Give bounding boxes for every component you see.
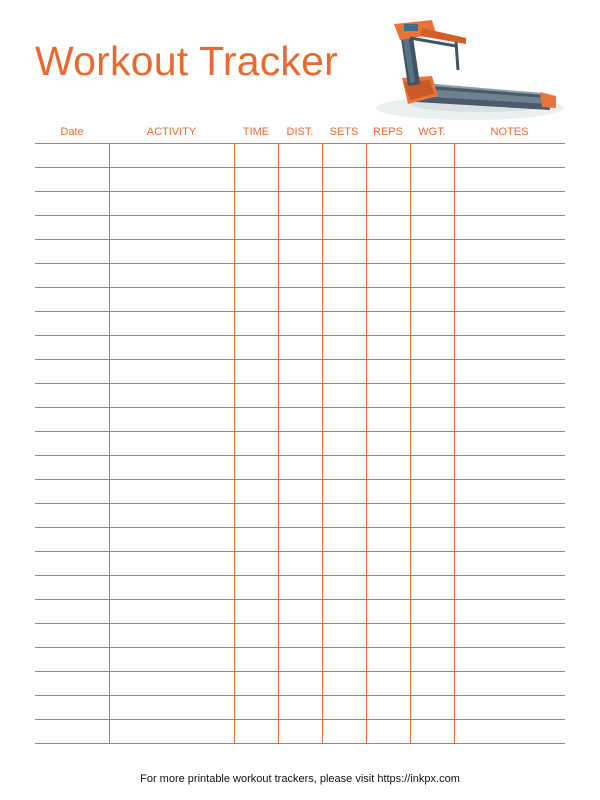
table-cell[interactable]	[366, 624, 410, 648]
table-cell[interactable]	[410, 240, 454, 264]
table-cell[interactable]	[454, 432, 565, 456]
table-cell[interactable]	[322, 624, 366, 648]
table-cell[interactable]	[410, 552, 454, 576]
table-row	[35, 528, 565, 552]
table-cell[interactable]	[410, 600, 454, 624]
table-cell[interactable]	[366, 408, 410, 432]
table-cell[interactable]	[454, 528, 565, 552]
table-cell[interactable]	[322, 240, 366, 264]
table-row	[35, 360, 565, 384]
table-cell[interactable]	[109, 336, 234, 360]
table-cell[interactable]	[410, 432, 454, 456]
table-cell[interactable]	[35, 552, 109, 576]
table-cell[interactable]	[366, 288, 410, 312]
table-row	[35, 552, 565, 576]
table-row	[35, 144, 565, 168]
table-cell[interactable]	[278, 144, 322, 168]
table-cell[interactable]	[35, 624, 109, 648]
table-cell[interactable]	[410, 408, 454, 432]
table-cell[interactable]	[410, 264, 454, 288]
table-cell[interactable]	[322, 600, 366, 624]
table-cell[interactable]	[109, 144, 234, 168]
table-cell[interactable]	[35, 168, 109, 192]
table-cell[interactable]	[410, 528, 454, 552]
table-cell[interactable]	[366, 216, 410, 240]
table-cell[interactable]	[322, 360, 366, 384]
table-cell[interactable]	[234, 648, 278, 672]
table-cell[interactable]	[454, 312, 565, 336]
table-cell[interactable]	[234, 192, 278, 216]
table-cell[interactable]	[366, 360, 410, 384]
table-cell[interactable]	[410, 696, 454, 720]
table-cell[interactable]	[366, 456, 410, 480]
table-cell[interactable]	[109, 624, 234, 648]
table-cell[interactable]	[35, 312, 109, 336]
table-cell[interactable]	[278, 672, 322, 696]
table-cell[interactable]	[278, 192, 322, 216]
table-cell[interactable]	[278, 480, 322, 504]
table-row	[35, 480, 565, 504]
table-cell[interactable]	[234, 384, 278, 408]
table-cell[interactable]	[366, 600, 410, 624]
table-cell[interactable]	[366, 312, 410, 336]
table-cell[interactable]	[234, 216, 278, 240]
table-cell[interactable]	[410, 576, 454, 600]
table-cell[interactable]	[454, 168, 565, 192]
table-row	[35, 240, 565, 264]
table-cell[interactable]	[454, 720, 565, 744]
table-cell[interactable]	[35, 432, 109, 456]
table-row	[35, 168, 565, 192]
table-row	[35, 384, 565, 408]
table-cell[interactable]	[454, 672, 565, 696]
table-cell[interactable]	[278, 720, 322, 744]
table-cell[interactable]	[109, 264, 234, 288]
table-cell[interactable]	[366, 144, 410, 168]
table-cell[interactable]	[109, 528, 234, 552]
table-cell[interactable]	[109, 432, 234, 456]
table-cell[interactable]	[234, 360, 278, 384]
table-cell[interactable]	[322, 720, 366, 744]
table-cell[interactable]	[322, 528, 366, 552]
table-cell[interactable]	[322, 144, 366, 168]
table-cell[interactable]	[410, 192, 454, 216]
table-cell[interactable]	[322, 552, 366, 576]
table-cell[interactable]	[35, 528, 109, 552]
table-cell[interactable]	[322, 504, 366, 528]
table-cell[interactable]	[278, 216, 322, 240]
table-cell[interactable]	[366, 576, 410, 600]
table-cell[interactable]	[454, 624, 565, 648]
table-cell[interactable]	[109, 672, 234, 696]
table-row	[35, 720, 565, 744]
table-cell[interactable]	[454, 360, 565, 384]
table-cell[interactable]	[234, 456, 278, 480]
table-cell[interactable]	[322, 456, 366, 480]
table-cell[interactable]	[454, 600, 565, 624]
table-cell[interactable]	[234, 336, 278, 360]
table-cell[interactable]	[410, 384, 454, 408]
table-cell[interactable]	[366, 696, 410, 720]
table-cell[interactable]	[234, 240, 278, 264]
table-cell[interactable]	[410, 312, 454, 336]
table-cell[interactable]	[366, 168, 410, 192]
table-row	[35, 264, 565, 288]
table-cell[interactable]	[35, 240, 109, 264]
table-cell[interactable]	[454, 696, 565, 720]
table-cell[interactable]	[35, 504, 109, 528]
column-header-activity: ACTIVITY	[109, 121, 234, 144]
table-cell[interactable]	[278, 696, 322, 720]
footer-note: For more printable workout trackers, please visit https://inkpx.com	[140, 773, 460, 785]
table-cell[interactable]	[35, 192, 109, 216]
table-cell[interactable]	[35, 360, 109, 384]
table-cell[interactable]	[366, 648, 410, 672]
table-cell[interactable]	[454, 192, 565, 216]
table-cell[interactable]	[410, 336, 454, 360]
table-cell[interactable]	[109, 168, 234, 192]
table-cell[interactable]	[234, 504, 278, 528]
workout-log-table	[35, 121, 565, 744]
table-cell[interactable]	[366, 240, 410, 264]
table-row	[35, 576, 565, 600]
table-cell[interactable]	[35, 576, 109, 600]
table-cell[interactable]	[410, 648, 454, 672]
table-cell[interactable]	[410, 168, 454, 192]
table-cell[interactable]	[109, 552, 234, 576]
table-cell[interactable]	[278, 432, 322, 456]
table-cell[interactable]	[35, 480, 109, 504]
table-cell[interactable]	[109, 600, 234, 624]
table-cell[interactable]	[109, 384, 234, 408]
table-row	[35, 696, 565, 720]
table-cell[interactable]	[35, 408, 109, 432]
table-cell[interactable]	[366, 504, 410, 528]
column-header-reps: REPS	[366, 121, 410, 144]
table-cell[interactable]	[234, 288, 278, 312]
table-cell[interactable]	[35, 648, 109, 672]
table-cell[interactable]	[234, 600, 278, 624]
table-cell[interactable]	[35, 600, 109, 624]
table-cell[interactable]	[109, 192, 234, 216]
table-cell[interactable]	[278, 600, 322, 624]
table-cell[interactable]	[35, 144, 109, 168]
column-header-time: TIME	[234, 121, 278, 144]
table-cell[interactable]	[109, 408, 234, 432]
table-cell[interactable]	[109, 240, 234, 264]
table-cell[interactable]	[278, 240, 322, 264]
table-cell[interactable]	[278, 384, 322, 408]
table-cell[interactable]	[366, 552, 410, 576]
table-cell[interactable]	[366, 264, 410, 288]
table-cell[interactable]	[322, 648, 366, 672]
table-cell[interactable]	[366, 480, 410, 504]
table-cell[interactable]	[410, 456, 454, 480]
treadmill-icon	[372, 12, 568, 124]
table-cell[interactable]	[278, 168, 322, 192]
table-cell[interactable]	[366, 672, 410, 696]
table-cell[interactable]	[278, 456, 322, 480]
table-cell[interactable]	[322, 264, 366, 288]
table-cell[interactable]	[322, 480, 366, 504]
table-cell[interactable]	[35, 456, 109, 480]
table-cell[interactable]	[454, 408, 565, 432]
table-cell[interactable]	[278, 288, 322, 312]
table-row	[35, 504, 565, 528]
table-row	[35, 312, 565, 336]
table-cell[interactable]	[109, 648, 234, 672]
table-cell[interactable]	[454, 504, 565, 528]
table-cell[interactable]	[35, 336, 109, 360]
table-cell[interactable]	[454, 288, 565, 312]
table-cell[interactable]	[35, 672, 109, 696]
table-cell[interactable]	[109, 480, 234, 504]
table-cell[interactable]	[109, 216, 234, 240]
table-cell[interactable]	[234, 312, 278, 336]
table-cell[interactable]	[278, 576, 322, 600]
table-body	[35, 144, 565, 744]
column-header-date: Date	[35, 121, 109, 144]
table-cell[interactable]	[322, 576, 366, 600]
table-cell[interactable]	[454, 336, 565, 360]
table-cell[interactable]	[109, 576, 234, 600]
table-cell[interactable]	[366, 432, 410, 456]
table-cell[interactable]	[322, 408, 366, 432]
table-cell[interactable]	[366, 192, 410, 216]
table-cell[interactable]	[35, 216, 109, 240]
table-cell[interactable]	[278, 648, 322, 672]
table-cell[interactable]	[322, 432, 366, 456]
table-cell[interactable]	[454, 648, 565, 672]
table-cell[interactable]	[322, 312, 366, 336]
table-cell[interactable]	[278, 624, 322, 648]
table-cell[interactable]	[35, 288, 109, 312]
table-cell[interactable]	[366, 336, 410, 360]
table-cell[interactable]	[322, 216, 366, 240]
table-header	[35, 121, 565, 144]
table-cell[interactable]	[35, 696, 109, 720]
table-cell[interactable]	[35, 720, 109, 744]
table-cell[interactable]	[454, 480, 565, 504]
table-cell[interactable]	[234, 720, 278, 744]
table-cell[interactable]	[109, 360, 234, 384]
table-cell[interactable]	[410, 144, 454, 168]
table-cell[interactable]	[410, 672, 454, 696]
table-cell[interactable]	[322, 336, 366, 360]
table-row	[35, 288, 565, 312]
table-cell[interactable]	[109, 288, 234, 312]
table-cell[interactable]	[366, 384, 410, 408]
table-cell[interactable]	[109, 312, 234, 336]
table-cell[interactable]	[366, 720, 410, 744]
table-row	[35, 600, 565, 624]
table-cell[interactable]	[322, 192, 366, 216]
table-cell[interactable]	[454, 384, 565, 408]
table-cell[interactable]	[234, 144, 278, 168]
table-cell[interactable]	[410, 480, 454, 504]
table-cell[interactable]	[35, 384, 109, 408]
table-cell[interactable]	[322, 384, 366, 408]
table-cell[interactable]	[410, 360, 454, 384]
table-cell[interactable]	[278, 312, 322, 336]
table-cell[interactable]	[234, 480, 278, 504]
table-cell[interactable]	[278, 528, 322, 552]
table-cell[interactable]	[109, 720, 234, 744]
table-cell[interactable]	[454, 576, 565, 600]
table-cell[interactable]	[454, 144, 565, 168]
table-row	[35, 672, 565, 696]
table-row	[35, 648, 565, 672]
table-cell[interactable]	[278, 504, 322, 528]
table-cell[interactable]	[234, 168, 278, 192]
table-cell[interactable]	[322, 168, 366, 192]
table-cell[interactable]	[278, 360, 322, 384]
table-cell[interactable]	[234, 576, 278, 600]
table-cell[interactable]	[109, 696, 234, 720]
table-cell[interactable]	[278, 264, 322, 288]
table-row	[35, 456, 565, 480]
table-cell[interactable]	[410, 288, 454, 312]
table-cell[interactable]	[454, 456, 565, 480]
table-cell[interactable]	[366, 528, 410, 552]
table-cell[interactable]	[109, 504, 234, 528]
table-cell[interactable]	[454, 216, 565, 240]
table-cell[interactable]	[234, 624, 278, 648]
table-row	[35, 408, 565, 432]
table-row	[35, 192, 565, 216]
table-cell[interactable]	[278, 552, 322, 576]
table-cell[interactable]	[410, 504, 454, 528]
table-cell[interactable]	[322, 672, 366, 696]
column-header-weight: WGT.	[410, 121, 454, 144]
table-cell[interactable]	[109, 456, 234, 480]
table-cell[interactable]	[410, 720, 454, 744]
table-cell[interactable]	[234, 408, 278, 432]
table-cell[interactable]	[234, 696, 278, 720]
table-row	[35, 336, 565, 360]
column-header-distance: DIST.	[278, 121, 322, 144]
table-cell[interactable]	[322, 288, 366, 312]
table-cell[interactable]	[234, 552, 278, 576]
table-cell[interactable]	[278, 336, 322, 360]
table-cell[interactable]	[322, 696, 366, 720]
table-cell[interactable]	[454, 552, 565, 576]
table-row	[35, 624, 565, 648]
table-cell[interactable]	[454, 240, 565, 264]
table-cell[interactable]	[234, 672, 278, 696]
table-cell[interactable]	[454, 264, 565, 288]
table-cell[interactable]	[278, 408, 322, 432]
table-cell[interactable]	[410, 624, 454, 648]
table-cell[interactable]	[234, 528, 278, 552]
page-title: Workout Tracker	[35, 38, 338, 84]
column-header-notes: NOTES	[454, 121, 565, 144]
table-cell[interactable]	[234, 432, 278, 456]
table-row	[35, 432, 565, 456]
table-row	[35, 216, 565, 240]
table-cell[interactable]	[35, 264, 109, 288]
column-header-sets: SETS	[322, 121, 366, 144]
table-cell[interactable]	[234, 264, 278, 288]
table-cell[interactable]	[410, 216, 454, 240]
